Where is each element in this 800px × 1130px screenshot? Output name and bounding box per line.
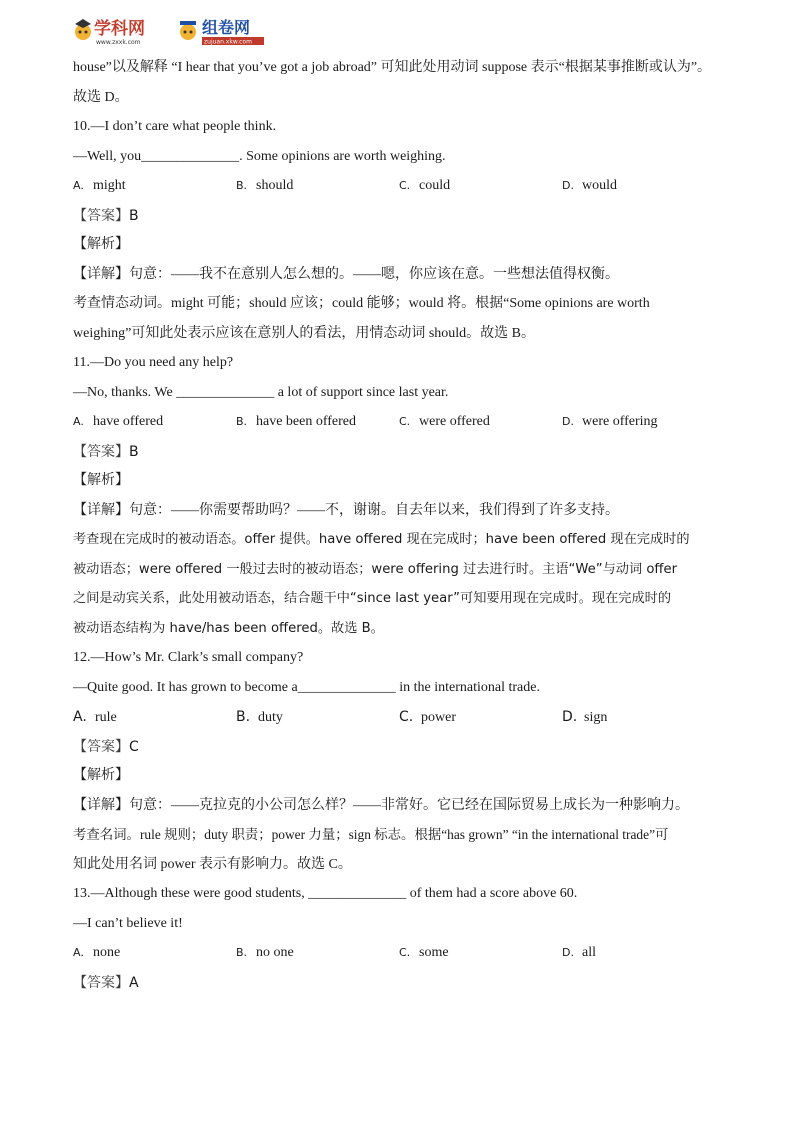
page-header [72, 12, 332, 48]
q13-line-2: —I can’t believe it! [73, 915, 183, 931]
q13-option-d: D. all [562, 945, 596, 960]
q10-stem: 10.—I don’t care what people think. [73, 119, 277, 134]
logo2-text: 组卷网 [202, 18, 251, 37]
q12-detail-2: 考查名词。rule 规则；duty 职责；power 力量；sign 标志。根据“has grown” “in the international trade”可 [73, 827, 669, 842]
q12-detail-3: 知此处用名词 power 表示有影响力。故选 C。 [73, 856, 352, 872]
q10-analysis-tag: 【解析】 [73, 237, 129, 252]
q12-option-a: A. rule [73, 709, 117, 725]
q12-options [73, 707, 733, 727]
q10-option-c: C. could [399, 178, 451, 193]
q11-detail-5: 被动语态结构为 have/has been offered。故选 B。 [73, 620, 384, 636]
q12-analysis-tag: 【解析】 [73, 768, 129, 783]
logo1-sub: www.zxxk.com [96, 39, 141, 46]
intro-line-1: house”以及解释 “I hear that you’ve got a job abroad” 可知此处用动词 suppose 表示“根据某事推断或认为”。 [73, 60, 712, 75]
q13-option-c: C. some [399, 945, 449, 960]
q10-option-b: B. should [236, 178, 294, 193]
logo2-sub: zujuan.xkw.com [204, 38, 252, 46]
q11-detail-2: 考查现在完成时的被动语态。offer 提供。have offered 现在完成时；have been offered 现在完成时的 [73, 532, 690, 547]
q12-stem: 12.—How’s Mr. Clark’s small company? [73, 650, 304, 665]
q11-line-2: —No, thanks. We ______________ a lot of support since last year. [73, 384, 449, 400]
q10-option-d: D. would [562, 178, 617, 193]
q10-detail-3: weighing”可知此处表示应该在意别人的看法，用情态动词 should。故选 B。 [73, 325, 535, 341]
q11-option-d: D. were offering [562, 414, 658, 429]
document-body [73, 58, 733, 1002]
xueke-logo [72, 12, 172, 48]
q11-answer: 【答案】B [73, 443, 139, 460]
q10-detail-1: 【详解】句意：——我不在意别人怎么想的。——嗯，你应该在意。一些想法值得权衡。 [73, 266, 619, 282]
zujuan-logo [176, 12, 336, 48]
q11-analysis-tag: 【解析】 [73, 473, 129, 488]
q11-option-b: B. have been offered [236, 414, 357, 429]
q10-answer: 【答案】B [73, 207, 139, 224]
q13-answer: 【答案】A [73, 974, 139, 991]
q10-options [73, 176, 733, 196]
q11-options [73, 412, 733, 432]
q12-line-2: —Quite good. It has grown to become a______________ in the international trade. [73, 679, 540, 695]
q11-option-c: C. were offered [399, 414, 490, 429]
q12-option-c: C. power [399, 709, 456, 725]
intro-line-2: 故选 D。 [73, 89, 129, 105]
q11-stem: 11.—Do you need any help? [73, 355, 234, 370]
logo1-text: 学科网 [94, 19, 145, 39]
q13-options [73, 943, 733, 963]
q13-stem: 13.—Although these were good students, ______________ of them had a score above 60. [73, 886, 578, 901]
q12-option-d: D. sign [562, 709, 608, 725]
q11-detail-1: 【详解】句意：——你需要帮助吗？——不，谢谢。自去年以来，我们得到了许多支持。 [73, 502, 619, 518]
q12-answer: 【答案】C [73, 738, 139, 755]
q12-detail-1: 【详解】句意：——克拉克的小公司怎么样？——非常好。它已经在国际贸易上成长为一种影响力。 [73, 797, 689, 813]
q10-option-a: A. might [73, 178, 126, 193]
q12-option-b: B. duty [236, 709, 283, 725]
q10-line-2: —Well, you______________. Some opinions are worth weighing. [73, 148, 446, 164]
q13-option-a: A. none [73, 945, 121, 960]
q10-detail-2: 考查情态动词。might 可能；should 应该；could 能够；would 将。根据“Some opinions are worth [73, 296, 650, 311]
q11-detail-4: 之间是动宾关系，此处用被动语态，结合题干中“since last year”可知要用现在完成时。现在完成时的 [73, 591, 671, 606]
q11-option-a: A. have offered [73, 414, 164, 429]
q13-option-b: B. no one [236, 945, 294, 960]
q11-detail-3: 被动语态；were offered 一般过去时的被动语态；were offering 过去进行时。主语“We”与动词 offer [73, 561, 678, 577]
